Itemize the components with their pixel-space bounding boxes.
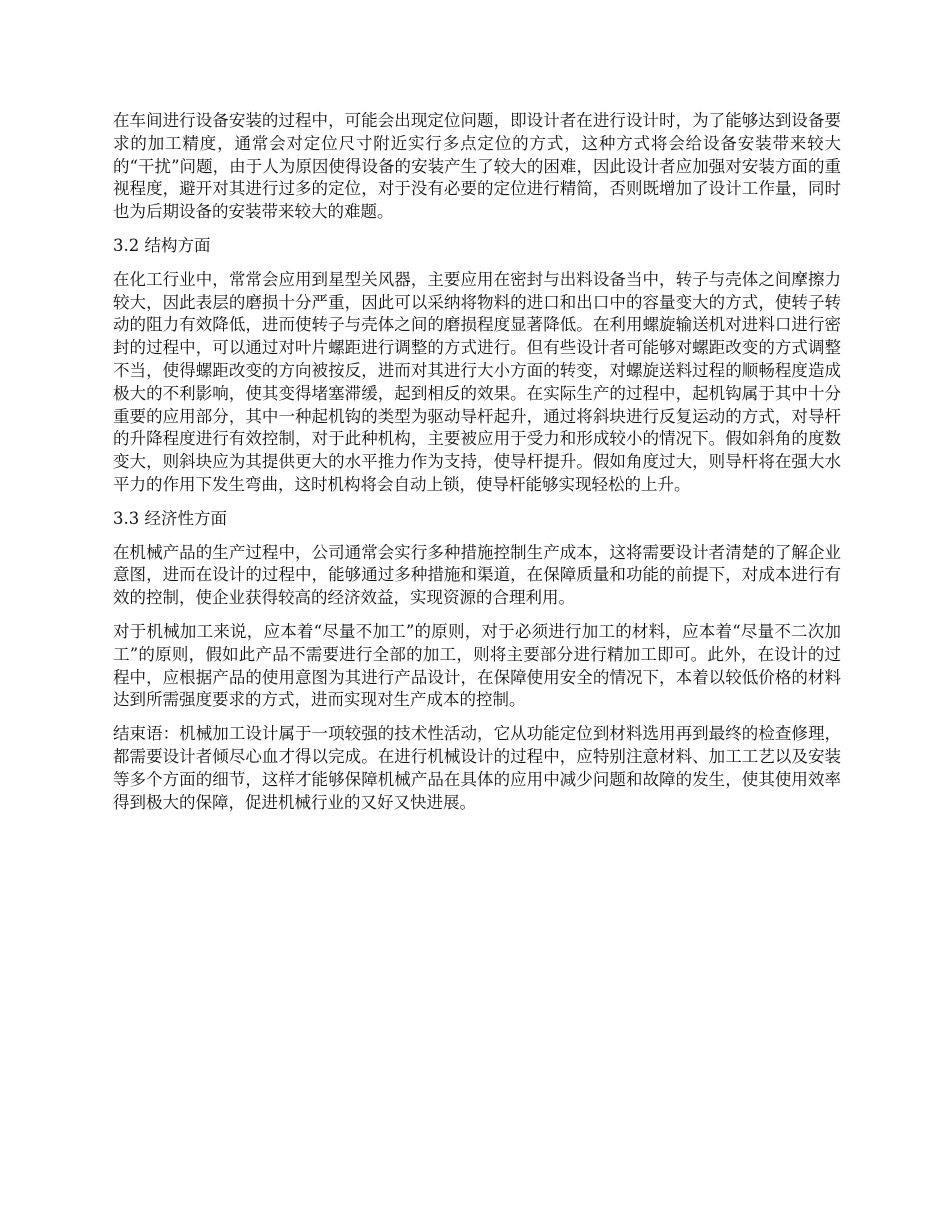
paragraph-cost-control: 在机械产品的生产过程中，公司通常会实行多种措施控制生产成本，这将需要设计者清楚的了解企业意图，进而在设计的过程中，能够通过多种措施和渠道，在保障质量和功能的前提下，对成本进行有效的控制，使企业获得较高的经济效益，实现资源的合理利用。 (113, 542, 841, 608)
section-heading-structure: 3.2 结构方面 (113, 235, 211, 255)
paragraph-installation-positioning: 在车间进行设备安装的过程中，可能会出现定位问题，即设计者在进行设计时，为了能够达到设备要求的加工精度，通常会对定位尺寸附近实行多点定位的方式，这种方式将会给设备安装带来较大的“干扰”问题，由于人为原因使得设备的安装产生了较大的困难，因此设计者应加强对安装方面的重视程度，避开对其进行过多的定位，对于没有必要的定位进行精简，否则既增加了设计工作量，同时也为后期设备的安装带来较大的难题。 (113, 111, 841, 222)
section-heading-economy: 3.3 经济性方面 (113, 508, 227, 528)
paragraph-machining-principle: 对于机械加工来说，应本着“尽量不加工”的原则，对于必须进行加工的材料，应本着“尽量不二次加工”的原则，假如此产品不需要进行全部的加工，则将主要部分进行精加工即可。此外，在设计的过程中，应根据产品的使用意图为其进行产品设计，在保障使用安全的情况下，本着以较低价格的材料达到所需强度要求的方式，进而实现对生产成本的控制。 (113, 621, 841, 710)
paragraph-conclusion: 结束语：机械加工设计属于一项较强的技术性活动，它从功能定位到材料选用再到最终的检查修理，都需要设计者倾尽心血才得以完成。在进行机械设计的过程中，应特别注意材料、加工工艺以及安装等多个方面的细节，这样才能够保障机械产品在具体的应用中减少问题和故障的发生，使其使用效率得到极大的保障，促进机械行业的又好又快进展。 (113, 724, 841, 812)
paragraph-structure: 在化工行业中，常常会应用到星型关风器，主要应用在密封与出料设备当中，转子与壳体之间摩擦力较大，因此表层的磨损十分严重，因此可以采纳将物料的进口和出口中的容量变大的方式，使转子转动的阻力有效降低，进而使转子与壳体之间的磨损程度显著降低。在利用螺旋输送机对进料口进行密封的过程中，可以通过对叶片螺距进行调整的方式进行。但有些设计者可能够对螺距改变的方式调整不当，使得螺距改变的方向被按反，进而对其进行大小方面的转变，对螺旋送料过程的顺畅程度造成极大的不利影响，使其变得堵塞滞缓，起到相反的效果。在实际生产的过程中，起机钩属于其中十分重要的应用部分，其中一种起机钩的类型为驱动导杆起升，通过将斜块进行反复运动的方式，对导杆的升降程度进行有效控制，对于此种机构，主要被应用于受力和形成较小的情况下。假如斜角的度数变大，则斜块应为其提供更大的水平推力作为支持，使导杆提升。假如角度过大，则导杆将在强大水平力的作用下发生弯曲，这时机构将会自动上锁，使导杆能够实现轻松的上升。 (113, 269, 841, 494)
document-page (113, 110, 841, 825)
